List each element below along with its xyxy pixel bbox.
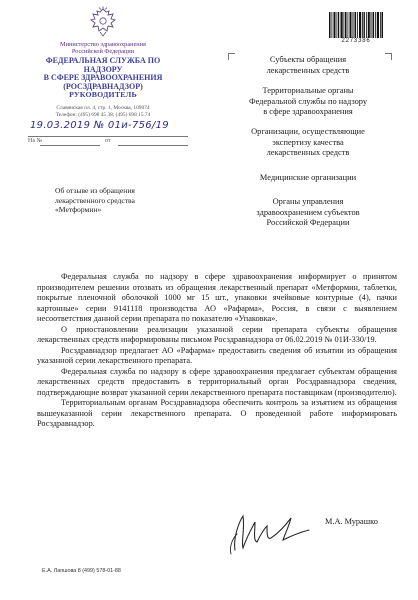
addressee-line: Организации, осуществляющие (251, 127, 365, 136)
addressee (226, 55, 390, 76)
agency-line: (РОСЗДРАВНАДЗОР) (63, 81, 143, 91)
head-title: РУКОВОДИТЕЛЬ (69, 90, 137, 99)
reference-label: На № (28, 138, 43, 144)
reference-from-label: от (105, 138, 111, 144)
addressee (226, 173, 390, 184)
addressee-line: Субъекты обращения (269, 55, 347, 64)
addressee (226, 127, 390, 159)
barcode (328, 12, 384, 38)
addressee-line: Медицинские организации (259, 173, 357, 182)
agency-name (28, 57, 178, 91)
reference-date-line (118, 145, 188, 146)
addressee-line: лекарственных средств (266, 148, 350, 157)
body-paragraph: Территориальным органам Росздравнадзора обеспечить контроль за изъятием из обращения вышеуказанной серии лекарственного препарата. О проведенной работе информировать Росздравнадзор. (37, 398, 397, 428)
body-paragraph: Федеральная служба по надзору в сфере здравоохранения информирует о принятом производителем решении отозвать из обращения лекарственный препарат «Метформин, таблетки, покрытые пленочной оболочкой 1000 мг 15 шт., упаковки ячейковые контурные (4), пачки картонные» серии 9141118 производства АО «Рафарма», Россия, в связи с выявлением несоответствия данной серии препарата по показателю «Упаковка». (37, 272, 397, 323)
addressee-line: Территориальные органы (262, 86, 354, 95)
addressee-line: Федеральной службы по надзору (248, 96, 368, 106)
addressee (226, 197, 390, 229)
agency-address (28, 105, 178, 119)
ministry-line: Российской Федерации (71, 48, 135, 55)
body-paragraph: Росздравнадзор предлагает АО «Рафарма» предоставить сведения об изъятии из обращения указанной серии лекарственного препарата. (37, 345, 397, 365)
addressee-line: Органы управления (272, 197, 344, 206)
subject-line: лекарственного средства (55, 195, 135, 205)
agency-line: В СФЕРЕ ЗДРАВООХРАНЕНИЯ (43, 73, 163, 83)
addressee-line: здравоохранением субъектов (256, 207, 360, 217)
addressee-line: лекарственных средств (266, 65, 350, 75)
address-line: Славянская пл. 4, стр. 1, Москва, 109074 (56, 105, 150, 111)
body-paragraph: Федеральная служба по надзору в сфере здравоохранения предлагает субъектам обращения лекарственных средств предоставить в территориальный орган Росздравнадзора сведения, подтверждающие возврат указанной серии лекарственного препарата поставщикам (производителю). (37, 366, 397, 397)
registration-number-handwritten: 19.03.2019 № 01и-756/19 (30, 120, 169, 131)
ministry-line: Министерство здравоохранения (60, 41, 146, 48)
ministry-name (28, 41, 178, 55)
body-paragraph: О приостановлении реализации указанной серии препарата субъекты обращения лекарственных средств информированы письмом Росздравнадзора от 06.02.2019 № 01И-330/19. (37, 324, 397, 344)
addressee-line: экспертизу качества (272, 137, 344, 147)
addressee-line: Российской Федерации (266, 218, 350, 227)
handwritten-signature (205, 508, 315, 558)
letter-body (37, 272, 397, 430)
address-line: Телефон: (495) 698 45 38; (495) 698 15 74 (55, 111, 151, 118)
signer-name: М.А. Мурашко (325, 517, 378, 526)
addressee-line: в сфере здравоохранения (263, 107, 353, 116)
reference-number-line (40, 145, 100, 146)
barcode-number: 2273386 (341, 38, 371, 44)
subject-line: Об отзыве из обращения (55, 186, 135, 195)
letter-subject (55, 186, 185, 215)
executor-contact: Е.А. Лапшова 8 (499) 578-01-88 (42, 568, 121, 574)
addressee (226, 86, 390, 118)
agency-line: ФЕДЕРАЛЬНАЯ СЛУЖБА ПО НАДЗОРУ (45, 56, 161, 74)
coat-of-arms-emblem (88, 6, 118, 38)
subject-line: «Метформин» (55, 205, 102, 215)
